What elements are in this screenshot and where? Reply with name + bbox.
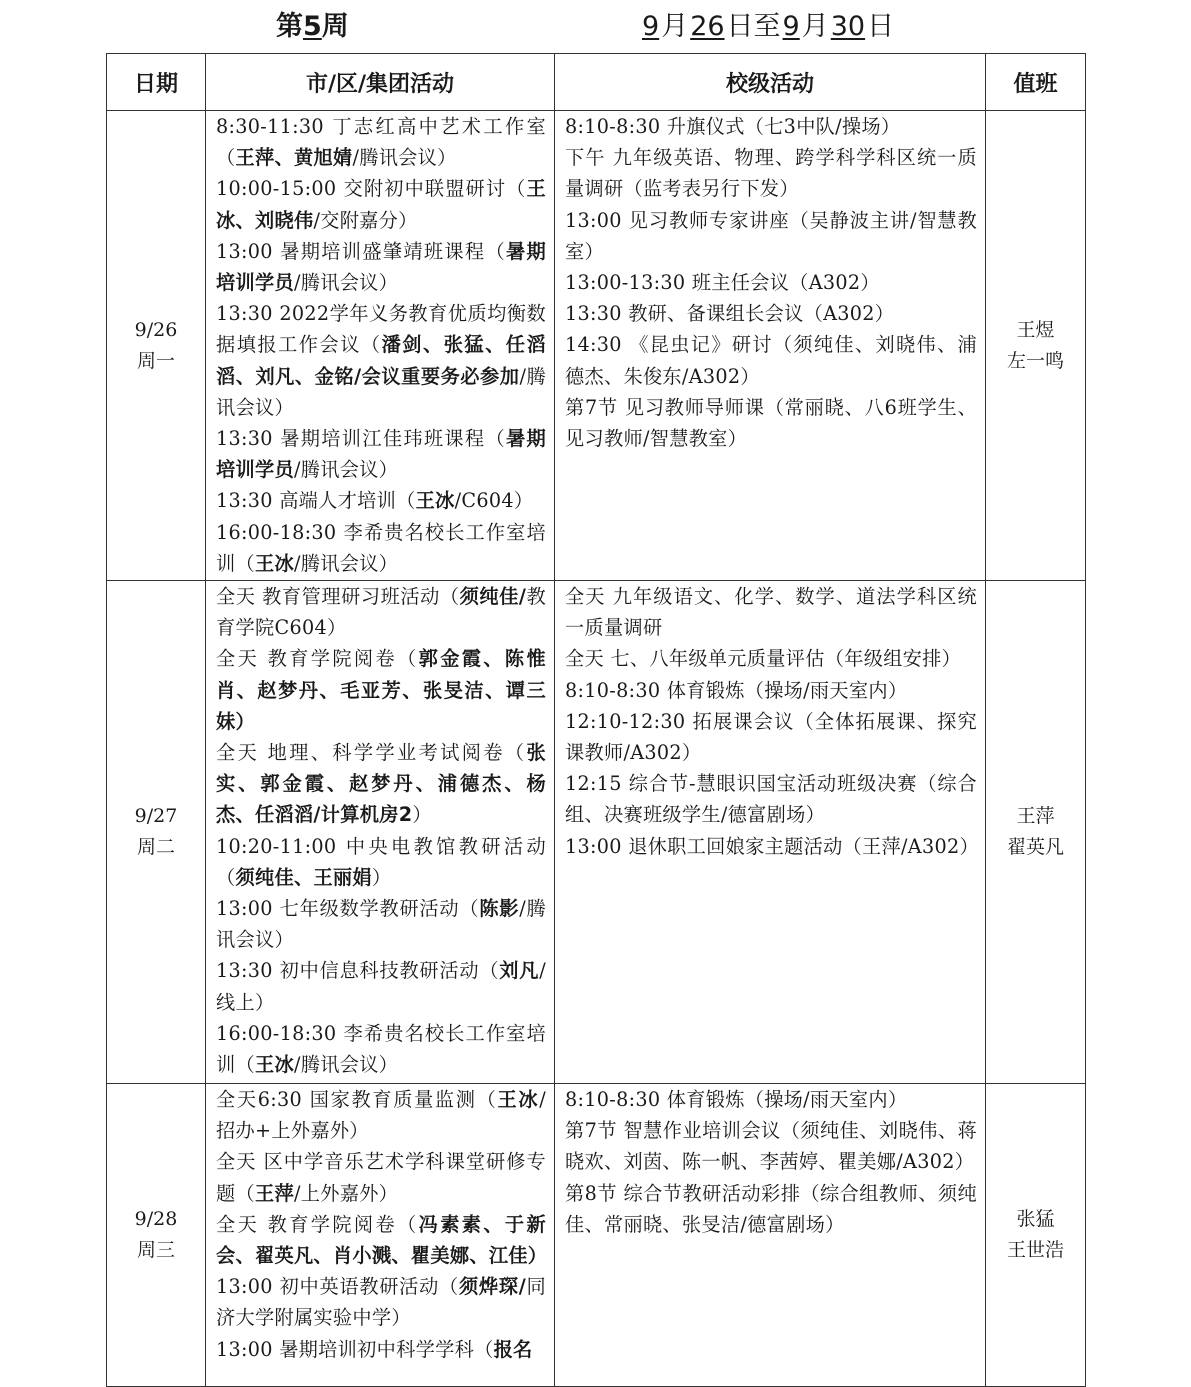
- participant-names: 王冰: [415, 489, 455, 513]
- activity-text: 教育学院C604）: [216, 585, 546, 640]
- city-activity-item: [216, 1334, 546, 1365]
- duty-person: 左一鸣: [1006, 349, 1064, 372]
- participant-names: 王冰、刘晓伟: [216, 177, 546, 232]
- city-activity-item: [216, 1209, 546, 1271]
- date-value: 9/28: [134, 1208, 178, 1230]
- activity-text: 同济大学附属实验中学）: [216, 1275, 546, 1330]
- participant-names: 王冰: [254, 1053, 294, 1077]
- activity-text: 13:00 暑期培训盛肇靖班课程（: [216, 239, 506, 263]
- activity-text: 全天 教育管理研习班活动（: [216, 585, 460, 608]
- city-activity-item: [216, 111, 546, 173]
- header-row: [107, 54, 1086, 111]
- column-header-city-activities: 市/区/集团活动: [206, 54, 555, 111]
- participant-names: 须纯佳/: [459, 585, 527, 608]
- city-activity-item: [216, 1084, 546, 1146]
- day-to-label: 日至: [726, 11, 781, 42]
- date-cell: [107, 581, 206, 1084]
- duty-cell: [986, 581, 1086, 1084]
- city-activity-item: [216, 581, 546, 643]
- activity-text: 13:30 2022学年义务教育优质均衡数据填报工作会议（: [216, 302, 546, 357]
- activity-text: 13:30 初中信息科技教研活动（: [216, 959, 500, 983]
- school-activity-item: 第8节 综合节教研活动彩排（综合组教师、须纯佳、常丽晓、张旻洁/德富剧场）: [565, 1181, 977, 1236]
- participant-names: 潘剑、张猛、任滔滔、刘凡、金铭/会议重要务必参加: [216, 333, 546, 388]
- date-value: 9/27: [134, 805, 178, 827]
- week-title: [276, 4, 349, 43]
- activity-text: /腾讯会议）: [352, 146, 457, 170]
- date-cell: [107, 111, 206, 581]
- city-activity-item: [216, 643, 546, 737]
- city-activities-cell: [206, 581, 555, 1084]
- activity-text: ）: [371, 865, 392, 889]
- city-activity-item: [216, 236, 546, 298]
- city-activity-item: [216, 1018, 546, 1080]
- school-activity-item: 第7节 智慧作业培训会议（须纯佳、刘晓伟、蒋晓欢、刘茵、陈一帆、李茜婷、瞿美娜/A302）: [565, 1119, 977, 1174]
- week-prefix: 第: [276, 11, 303, 42]
- school-activity-item: 12:10-12:30 拓展课会议（全体拓展课、探究课教师/A302）: [565, 709, 977, 765]
- school-activity-item: 13:30 教研、备课组长会议（A302）: [565, 302, 895, 326]
- start-day: 26: [690, 11, 725, 42]
- school-activity-item: 第7节 见习教师导师课（常丽晓、八6班学生、见习教师/智慧教室）: [565, 395, 977, 451]
- duty-person: 王世浩: [1006, 1239, 1064, 1261]
- city-activity-item: [216, 737, 546, 831]
- city-activity-item: [216, 298, 546, 423]
- participant-names: 王冰: [254, 551, 294, 575]
- participant-names: 张实、郭金霞、赵梦丹、浦德杰、杨杰、任滔滔/计算机房2: [216, 741, 546, 827]
- column-header-school-activities: 校级活动: [555, 54, 986, 111]
- date-value: 9/26: [134, 318, 178, 341]
- column-header-duty: 值班: [986, 54, 1086, 111]
- duty-cell: [986, 111, 1086, 581]
- week-number: 5: [303, 11, 322, 42]
- activity-text: ）: [412, 803, 432, 827]
- school-activity-item: 12:15 综合节-慧眼识国宝活动班级决赛（综合组、决赛班级学生/德富剧场）: [565, 772, 977, 827]
- participant-names: 王萍、黄旭婧: [235, 146, 353, 170]
- month-label: 月: [661, 11, 689, 42]
- participant-names: 郭金霞、陈惟肖、赵梦丹、毛亚芳、张旻洁、谭三妹）: [216, 647, 546, 733]
- participant-names: 王萍: [254, 1181, 294, 1205]
- activity-text: /腾讯会议）: [216, 897, 546, 952]
- participant-names: 报名: [493, 1337, 533, 1361]
- school-activity-item: 14:30 《昆虫记》研讨（须纯佳、刘晓伟、浦德杰、朱俊东/A302）: [565, 333, 977, 388]
- participant-names: 暑期培训学员: [216, 239, 546, 295]
- end-day: 30: [830, 11, 866, 42]
- schedule-header: [0, 0, 1191, 54]
- day-label: 日: [867, 11, 895, 42]
- activity-text: 13:00 初中英语教研活动（: [216, 1275, 459, 1299]
- activity-text: 8:30-11:30 丁志红高中艺术工作室（: [216, 115, 546, 170]
- activity-text: 全天6:30 国家教育质量监测（: [216, 1088, 498, 1111]
- activity-text: /上外嘉外）: [293, 1181, 399, 1205]
- weekday-value: 周二: [136, 836, 175, 858]
- duty-person: 翟英凡: [1006, 836, 1064, 858]
- activity-text: 全天 教育学院阅卷（: [216, 1212, 419, 1236]
- city-activity-item: [216, 423, 546, 485]
- weekly-schedule-table: [106, 53, 1086, 1387]
- activity-text: /线上）: [216, 959, 546, 1014]
- activity-text: 13:00 七年级数学教研活动（: [216, 897, 480, 921]
- duty-cell: [986, 1084, 1086, 1387]
- activity-text: /腾讯会议）: [293, 271, 399, 295]
- start-month: 9: [642, 11, 660, 42]
- school-activity-item: 13:00-13:30 班主任会议（A302）: [565, 271, 880, 295]
- city-activity-item: [216, 893, 546, 955]
- weekday-value: 周三: [136, 1239, 175, 1261]
- date-cell: [107, 1084, 206, 1387]
- month-label: 月: [801, 11, 829, 42]
- school-activity-item: 全天 九年级语文、化学、数学、道法学科区统一质量调研: [565, 585, 977, 640]
- city-activity-item: [216, 955, 546, 1017]
- activity-text: /腾讯会议）: [293, 1053, 399, 1077]
- city-activities-cell: [206, 1084, 555, 1387]
- activity-text: 10:00-15:00 交附初中联盟研讨（: [216, 177, 527, 201]
- activity-text: 16:00-18:30 李希贵名校长工作室培训（: [216, 1021, 546, 1077]
- school-activity-item: 8:10-8:30 体育锻炼（操场/雨天室内）: [565, 678, 908, 702]
- table-row: [107, 581, 1086, 1084]
- city-activity-item: [216, 485, 546, 516]
- activity-text: /腾讯会议）: [293, 551, 399, 575]
- activity-text: 13:30 暑期培训江佳玮班课程（: [216, 427, 506, 451]
- week-suffix: 周: [321, 11, 349, 42]
- city-activities-cell: [206, 111, 555, 581]
- activity-text: 全天 教育学院阅卷（: [216, 647, 419, 671]
- column-header-date: 日期: [107, 54, 206, 111]
- participant-names: 冯素素、于新会、翟英凡、肖小溅、瞿美娜、江佳）: [216, 1212, 548, 1268]
- school-activities-cell: [555, 581, 986, 1084]
- city-activity-item: [216, 517, 546, 579]
- table-row: [107, 111, 1086, 581]
- school-activity-item: 全天 七、八年级单元质量评估（年级组安排）: [565, 647, 962, 671]
- city-activity-item: [216, 831, 546, 893]
- city-activity-item: [216, 173, 546, 235]
- school-activities-cell: [555, 1084, 986, 1387]
- activity-text: /招办+上外嘉外）: [216, 1088, 546, 1143]
- activity-text: /交附嘉分）: [313, 208, 418, 232]
- city-activity-item: [216, 1146, 546, 1208]
- weekday-value: 周一: [136, 349, 175, 372]
- duty-person: 王萍: [1016, 805, 1055, 827]
- activity-text: 全天 区中学音乐艺术学科课堂研修专题（: [216, 1150, 546, 1205]
- activity-text: /腾讯会议）: [293, 458, 399, 482]
- activity-text: 16:00-18:30 李希贵名校长工作室培训（: [216, 520, 546, 575]
- city-activity-item: [216, 1271, 546, 1333]
- school-activity-item: 13:00 见习教师专家讲座（吴静波主讲/智慧教室）: [565, 208, 977, 263]
- school-activity-item: 8:10-8:30 升旗仪式（七3中队/操场）: [565, 115, 901, 138]
- school-activity-item: 13:00 退休职工回娘家主题活动（王萍/A302）: [565, 834, 979, 858]
- activity-text: 13:00 暑期培训初中科学学科（: [216, 1337, 494, 1361]
- activity-text: /腾讯会议）: [216, 364, 546, 419]
- school-activity-item: 下午 九年级英语、物理、跨学科学科区统一质量调研（监考表另行下发）: [565, 146, 977, 201]
- activity-text: 13:30 高端人才培训（: [216, 489, 416, 513]
- end-month: 9: [782, 11, 800, 42]
- participant-names: 须烨琛/: [458, 1275, 527, 1299]
- duty-person: 张猛: [1016, 1208, 1055, 1230]
- participant-names: 陈影: [479, 897, 520, 921]
- participant-names: 刘凡: [499, 959, 540, 983]
- participant-names: 暑期培训学员: [216, 427, 546, 482]
- participant-names: 王冰: [497, 1088, 540, 1111]
- duty-person: 王煜: [1016, 318, 1055, 341]
- activity-text: 全天 地理、科学学业考试阅卷（: [216, 741, 527, 765]
- school-activities-cell: [555, 111, 986, 581]
- date-range: [640, 4, 894, 43]
- school-activity-item: 8:10-8:30 体育锻炼（操场/雨天室内）: [565, 1088, 908, 1111]
- table-row: [107, 1084, 1086, 1387]
- participant-names: 须纯佳、王丽娟: [235, 865, 372, 889]
- activity-text: 10:20-11:00 中央电教馆教研活动（: [216, 834, 546, 889]
- activity-text: /C604）: [454, 489, 534, 513]
